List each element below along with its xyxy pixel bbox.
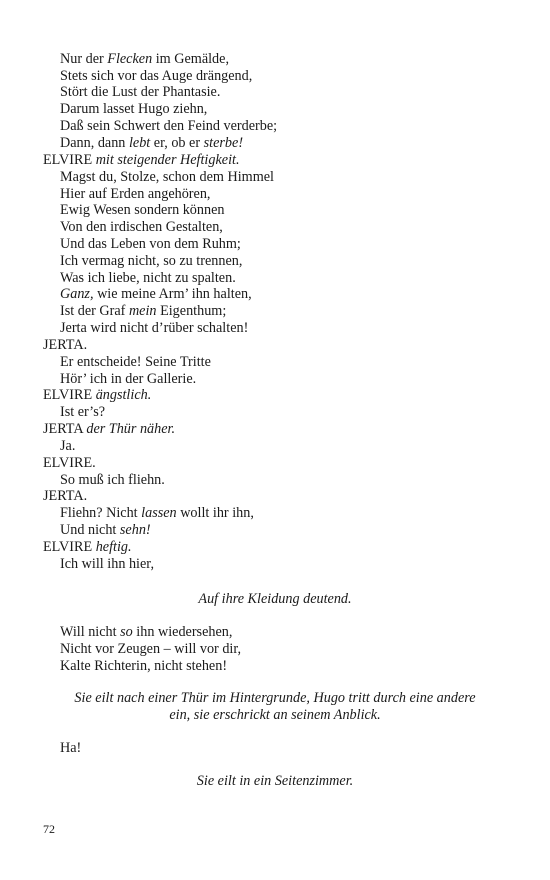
- italic-text: Ganz,: [60, 286, 94, 302]
- text-segment: Und nicht: [60, 522, 120, 538]
- text-segment: Kalte Richterin, nicht stehen!: [60, 658, 228, 674]
- text-segment: wollt ihr ihn,: [176, 505, 254, 521]
- verse-line: [60, 556, 154, 573]
- text-segment: Eigenthum;: [156, 303, 227, 319]
- italic-text: so: [120, 624, 133, 640]
- verse-line: [60, 472, 165, 489]
- page-number: 72: [43, 822, 55, 836]
- text-segment: Hör’ ich in der Gallerie.: [60, 371, 197, 387]
- text-segment: im Gemälde,: [152, 51, 229, 67]
- speaker-heading: [43, 488, 87, 505]
- verse-line: [60, 253, 242, 270]
- verse-line: [60, 118, 277, 135]
- text-segment: ELVIRE: [43, 152, 96, 168]
- text-segment: Ha!: [60, 740, 82, 756]
- verse-line: [60, 371, 196, 388]
- text-segment: ELVIRE.: [43, 455, 96, 471]
- italic-text: Sie eilt in ein Seitenzimmer.: [196, 773, 354, 789]
- text-segment: Von den irdischen Gestalten,: [60, 219, 223, 235]
- italic-text: mein: [128, 303, 157, 319]
- speaker-heading: [43, 539, 132, 556]
- italic-text: heftig.: [95, 539, 132, 555]
- text-segment: Darum lasset Hugo ziehn,: [60, 101, 208, 117]
- stage-direction: [0, 773, 550, 790]
- text-segment: Will nicht: [60, 624, 121, 640]
- text-segment: Er entscheide! Seine Tritte: [60, 354, 211, 370]
- stage-direction: [0, 707, 550, 724]
- verse-line: [60, 270, 236, 287]
- text-segment: Nur der: [60, 51, 108, 67]
- verse-line: [60, 169, 274, 186]
- text-segment: Magst du, Stolze, schon dem Himmel: [60, 169, 274, 185]
- text-segment: er, ob er: [150, 135, 204, 151]
- text-segment: ihn wiedersehen,: [132, 624, 233, 640]
- verse-line: [60, 658, 227, 675]
- verse-line: [60, 303, 226, 320]
- text-segment: Ist der Graf: [60, 303, 129, 319]
- verse-line: [60, 101, 207, 118]
- text-segment: Ich will ihn hier,: [60, 556, 154, 572]
- text-segment: Stets sich vor das Auge drängend,: [60, 68, 253, 84]
- text-segment: Ich vermag nicht, so zu trennen,: [60, 253, 243, 269]
- verse-line: [60, 68, 252, 85]
- italic-text: sterbe!: [203, 135, 244, 151]
- verse-line: [60, 624, 232, 641]
- text-segment: Jerta wird nicht d’rüber schalten!: [60, 320, 249, 336]
- verse-line: [60, 202, 224, 219]
- text-segment: Hier auf Erden angehören,: [60, 186, 211, 202]
- text-segment: ELVIRE: [43, 387, 96, 403]
- italic-text: Flecken: [107, 51, 153, 67]
- verse-line: [60, 286, 252, 303]
- verse-line: [60, 135, 243, 152]
- text-segment: JERTA.: [43, 488, 88, 504]
- text-segment: Und das Leben von dem Ruhm;: [60, 236, 241, 252]
- italic-text: der Thür näher.: [86, 421, 176, 437]
- italic-text: lassen: [141, 505, 177, 521]
- verse-line: [60, 438, 75, 455]
- verse-line: [60, 320, 248, 337]
- verse-line: [60, 404, 105, 421]
- speaker-heading: [43, 421, 175, 438]
- verse-line: [60, 522, 151, 539]
- verse-line: [60, 236, 241, 253]
- text-segment: Stört die Lust der Phantasie.: [60, 84, 221, 100]
- italic-text: lebt: [128, 135, 151, 151]
- speaker-heading: [43, 455, 96, 472]
- text-segment: So muß ich fliehn.: [60, 472, 165, 488]
- text-segment: Ist er’s?: [60, 404, 106, 420]
- verse-line: [60, 84, 220, 101]
- text-segment: wie meine Arm’ ihn halten,: [93, 286, 252, 302]
- verse-line: [60, 641, 241, 658]
- text-segment: Dann, dann: [60, 135, 129, 151]
- verse-line: [60, 186, 210, 203]
- text-segment: ELVIRE: [43, 539, 96, 555]
- verse-line: [60, 354, 211, 371]
- speaker-heading: [43, 152, 240, 169]
- italic-text: Sie eilt nach einer Thür im Hintergrunde, Hugo tritt durch eine andere: [74, 690, 476, 706]
- stage-direction: [0, 690, 550, 707]
- italic-text: Auf ihre Kleidung deutend.: [198, 591, 352, 607]
- text-segment: Fliehn? Nicht: [60, 505, 142, 521]
- stage-direction: [0, 591, 550, 608]
- text-segment: Was ich liebe, nicht zu spalten.: [60, 270, 236, 286]
- speaker-heading: [43, 387, 151, 404]
- text-segment: Ewig Wesen sondern können: [60, 202, 225, 218]
- text-segment: JERTA.: [43, 337, 88, 353]
- text-segment: Ja.: [60, 438, 76, 454]
- verse-line: [60, 51, 229, 68]
- text-segment: JERTA: [43, 421, 87, 437]
- verse-line: [60, 740, 81, 757]
- italic-text: ein, sie erschrickt an seinem Anblick.: [169, 707, 381, 723]
- italic-text: ängstlich.: [95, 387, 152, 403]
- verse-line: [60, 505, 254, 522]
- text-segment: Daß sein Schwert den Feind verderbe;: [60, 118, 278, 134]
- verse-line: [60, 219, 223, 236]
- italic-text: mit steigender Heftigkeit.: [95, 152, 240, 168]
- speaker-heading: [43, 337, 87, 354]
- italic-text: sehn!: [119, 522, 151, 538]
- text-segment: Nicht vor Zeugen – will vor dir,: [60, 641, 242, 657]
